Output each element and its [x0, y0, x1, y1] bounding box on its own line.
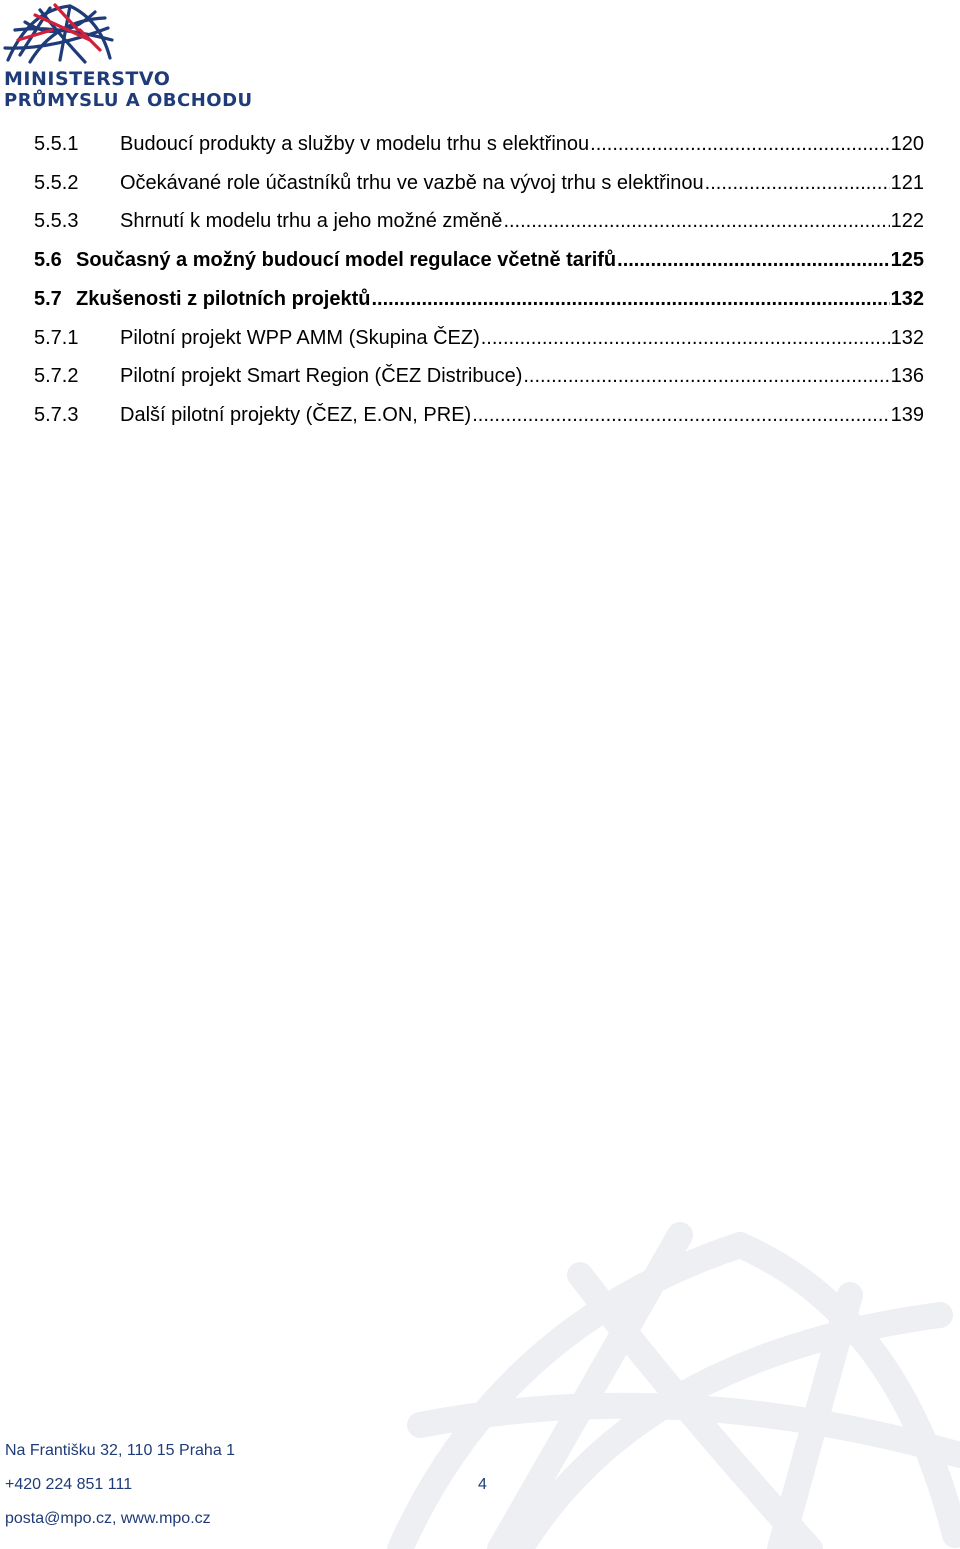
- toc-number: 5.5.3: [34, 210, 79, 232]
- toc-title: Shrnutí k modelu trhu a jeho možné změně: [120, 210, 503, 232]
- globe-wireframe-icon: [0, 0, 120, 68]
- toc-title: Současný a možný budoucí model regulace včetně tarifů: [76, 248, 617, 271]
- toc-title: Budoucí produkty a služby v modelu trhu s elektřinou: [120, 133, 590, 155]
- toc-title: Očekávané role účastníků trhu ve vazbě na vývoj trhu s elektřinou: [120, 171, 704, 194]
- toc-leader: [590, 133, 889, 156]
- footer-contact[interactable]: posta@mpo.cz, www.mpo.cz: [5, 1510, 211, 1527]
- toc-title: Zkušenosti z pilotních projektů: [76, 287, 371, 310]
- toc-leader: [523, 365, 889, 388]
- logo-text-line2: PRŮMYSLU A OBCHODU: [4, 90, 253, 111]
- toc-leader: [705, 172, 890, 195]
- toc-page: 132: [890, 326, 924, 349]
- toc-leader: [472, 404, 889, 427]
- toc-page: 139: [890, 403, 924, 426]
- footer-phone: +420 224 851 111: [5, 1476, 133, 1493]
- logo-text-line1: MINISTERSTVO: [4, 68, 171, 90]
- toc-entry[interactable]: [34, 172, 924, 211]
- toc-entry[interactable]: [34, 288, 924, 327]
- toc-number: 5.7.1: [34, 326, 79, 349]
- toc-title: Pilotní projekt Smart Region (ČEZ Distribuce): [120, 365, 523, 387]
- toc-page: 136: [890, 365, 924, 387]
- toc-number: 5.7.2: [34, 365, 79, 387]
- ministry-logo: [0, 0, 253, 120]
- toc-leader: [503, 210, 889, 233]
- toc-page: 122: [890, 210, 924, 232]
- page-number: 4: [478, 1476, 487, 1493]
- toc-entry[interactable]: [34, 249, 924, 288]
- toc-page: 125: [890, 248, 924, 271]
- toc-leader: [481, 327, 890, 350]
- footer-address: Na Františku 32, 110 15 Praha 1: [5, 1442, 236, 1459]
- toc-entry[interactable]: [34, 365, 924, 404]
- toc-number: 5.5.1: [34, 133, 79, 155]
- toc-page: 132: [890, 287, 924, 310]
- toc-number: 5.7: [34, 287, 62, 310]
- toc-entry[interactable]: [34, 210, 924, 249]
- toc-entry[interactable]: [34, 133, 924, 172]
- toc-number: 5.5.2: [34, 171, 79, 194]
- toc-title: Pilotní projekt WPP AMM (Skupina ČEZ): [120, 326, 480, 349]
- toc-leader: [617, 249, 889, 272]
- table-of-contents: [34, 133, 924, 442]
- toc-page: 120: [890, 133, 924, 155]
- toc-entry[interactable]: [34, 327, 924, 366]
- globe-watermark-icon: [380, 1205, 960, 1549]
- toc-page: 121: [890, 171, 924, 194]
- toc-entry[interactable]: [34, 404, 924, 443]
- toc-leader: [371, 288, 889, 311]
- toc-number: 5.7.3: [34, 403, 79, 426]
- toc-title: Další pilotní projekty (ČEZ, E.ON, PRE): [120, 403, 472, 426]
- toc-number: 5.6: [34, 248, 62, 271]
